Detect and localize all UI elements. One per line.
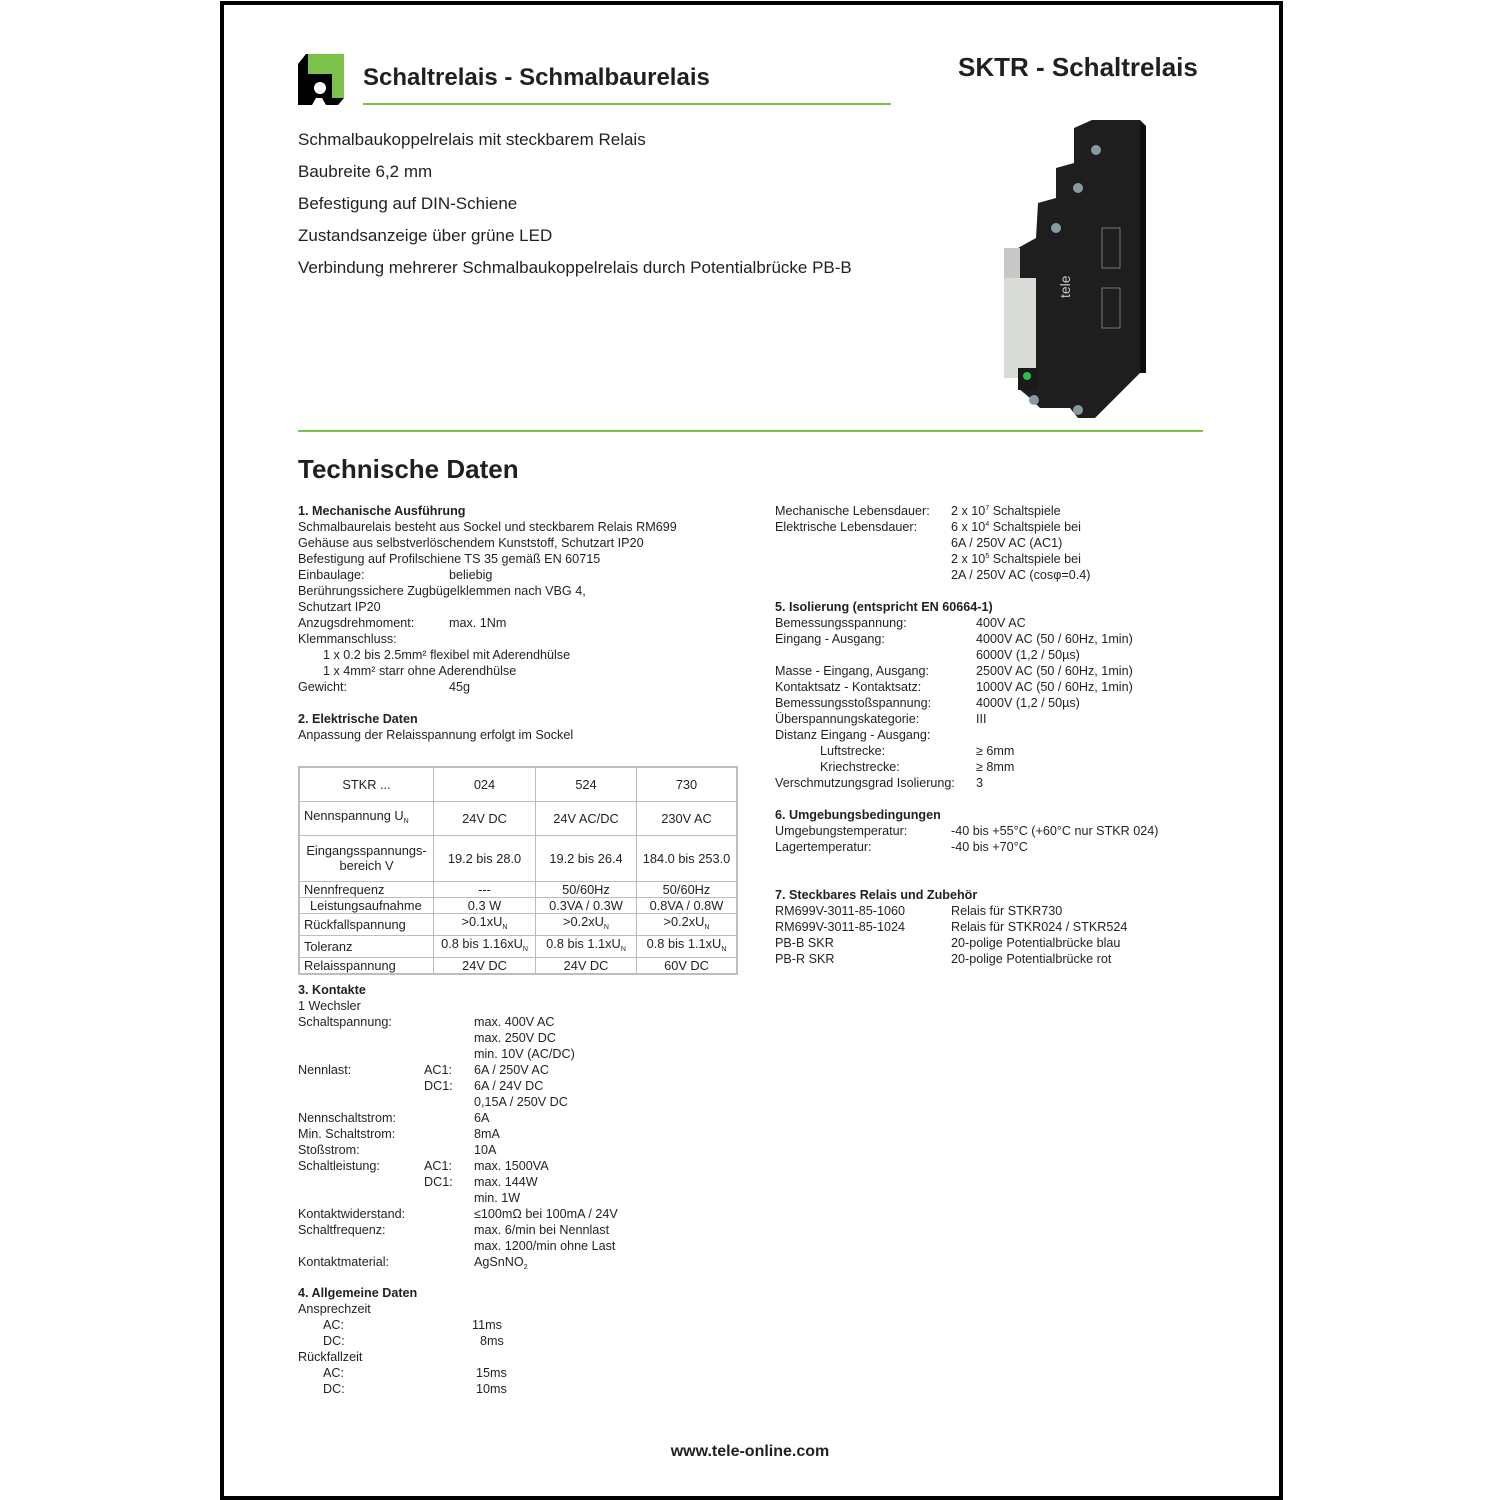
spec-label: Schaltleistung: [298, 1159, 380, 1173]
table-cell: 0.3 W [434, 897, 536, 913]
spec-label [298, 1030, 424, 1046]
spec-mode [424, 1190, 474, 1206]
spec-value: min. 1W [474, 1191, 521, 1205]
spec-label: Bemessungsstoßspannung: [775, 696, 932, 710]
row-label: Rückfallspannung [299, 913, 434, 935]
row-label: Nennfrequenz [299, 881, 434, 897]
spec-value: 6A / 250V AC (AC1) [951, 536, 1063, 550]
spec-label: Kontaktmaterial: [298, 1255, 389, 1269]
spec-value: 10A [474, 1143, 497, 1157]
spec-value: 15ms [476, 1366, 507, 1380]
title-underline [363, 103, 891, 105]
section-heading: 2. Elektrische Daten [298, 712, 418, 726]
section-heading: 7. Steckbares Relais und Zubehör [775, 888, 978, 902]
spec-value: beliebig [449, 568, 493, 582]
spec-value: III [976, 712, 987, 726]
spec-label: Überspannungskategorie: [775, 712, 920, 726]
spec-mode: AC1: [424, 1063, 452, 1077]
spec-value: 11ms [472, 1318, 502, 1332]
spec-label: Klemmanschluss: [298, 632, 397, 646]
table-cell: 230V AC [637, 801, 738, 835]
spec-label: Anzugsdrehmoment: [298, 616, 415, 630]
table-row [299, 801, 737, 835]
spec-value: 1 x 4mm² starr ohne Aderendhülse [323, 664, 517, 678]
table-row [299, 897, 737, 913]
table-cell: 0.8VA / 0.8W [637, 897, 738, 913]
section-heading: 6. Umgebungsbedingungen [775, 808, 941, 822]
spec-label [298, 1046, 424, 1062]
table-cell: 24V AC/DC [536, 801, 637, 835]
table-cell: 0.3VA / 0.3W [536, 897, 637, 913]
text-line: Schmalbaurelais besteht aus Sockel und steckbarem Relais RM699 [298, 520, 677, 534]
text-line: Gehäuse aus selbstverlöschendem Kunststoff, Schutzart IP20 [298, 536, 644, 550]
series-title: SKTR - Schaltrelais [958, 52, 1198, 82]
table-cell: 19.2 bis 26.4 [536, 835, 637, 881]
text-line: Schutzart IP20 [298, 600, 381, 614]
product-image [1000, 118, 1150, 418]
spec-label: Ansprechzeit [298, 1302, 371, 1316]
section-contacts [298, 982, 618, 1276]
spec-value: max. 1500VA [474, 1159, 549, 1173]
spec-value: 6A / 250V AC [474, 1063, 549, 1077]
spec-mode: DC1: [424, 1175, 453, 1189]
part-description: Relais für STKR730 [951, 904, 1063, 918]
spec-label: Luftstrecke: [820, 744, 886, 758]
spec-value: ≥ 6mm [976, 744, 1015, 758]
part-description: Relais für STKR024 / STKR524 [951, 920, 1128, 934]
spec-value: 8ms [480, 1334, 504, 1348]
spec-label: Kontaktsatz - Kontaktsatz: [775, 680, 922, 694]
spec-value: -40 bis +55°C (+60°C nur STKR 024) [951, 824, 1159, 838]
table-cell: 60V DC [637, 957, 738, 974]
spec-value: 6 x $10^4$ Schaltspiele bei [951, 520, 1081, 534]
part-number: PB-R SKR [775, 952, 835, 966]
feature-item: Zustandsanzeige über grüne LED [298, 226, 553, 245]
spec-value: 400V AC [976, 616, 1026, 630]
table-cell: --- [434, 881, 536, 897]
table-row [299, 913, 737, 935]
text-line: Berührungssichere Zugbügelklemmen nach VBG 4, [298, 584, 586, 598]
spec-label: Rückfallzeit [298, 1350, 363, 1364]
section-heading: 5. Isolierung (entspricht EN 60664-1) [775, 600, 993, 614]
svg-text:tele: tele [1057, 275, 1073, 298]
table-cell: $>0.1xU_N$ [434, 913, 536, 935]
spec-value: ≤100mΩ bei 100mA / 24V [474, 1207, 618, 1221]
table-cell: 184.0 bis 253.0 [637, 835, 738, 881]
table-row [299, 881, 737, 897]
spec-label: Lagertemperatur: [775, 840, 872, 854]
spec-label: Kriechstrecke: [820, 760, 900, 774]
table-row [299, 957, 737, 974]
table-header: 730 [637, 767, 738, 801]
text-line: 1 Wechsler [298, 999, 361, 1013]
spec-label: Schaltspannung: [298, 1015, 392, 1029]
part-number: PB-B SKR [775, 936, 834, 950]
part-description: 20-polige Potentialbrücke blau [951, 936, 1121, 950]
spec-value: 2A / 250V AC (cosφ=0.4) [951, 568, 1091, 582]
tele-logo-icon [298, 54, 344, 105]
spec-value: max. 400V AC [474, 1015, 555, 1029]
section-heading: 3. Kontakte [298, 983, 366, 997]
spec-value: 2500V AC (50 / 60Hz, 1min) [976, 664, 1133, 678]
spec-label: Bemessungsspannung: [775, 616, 907, 630]
spec-value: min. 10V (AC/DC) [474, 1047, 575, 1061]
spec-mode [424, 1222, 474, 1238]
spec-value: 45g [449, 680, 471, 694]
spec-label: AC: [323, 1318, 344, 1332]
spec-mode [424, 1030, 474, 1046]
table-header-row [299, 767, 737, 801]
spec-label: Min. Schaltstrom: [298, 1127, 396, 1141]
tech-data-title: Technische Daten [298, 454, 519, 484]
spec-label: Stoßstrom: [298, 1143, 360, 1157]
table-cell: 19.2 bis 28.0 [434, 835, 536, 881]
spec-value: 2 x $10^5$ Schaltspiele bei [951, 552, 1081, 566]
spec-label: Mechanische Lebensdauer: [775, 504, 930, 518]
spec-value: 4000V (1,2 / 50µs) [976, 696, 1080, 710]
spec-mode [424, 1206, 474, 1222]
page-title: Schaltrelais - Schmalbaurelais [363, 64, 710, 91]
table-cell: 24V DC [434, 957, 536, 974]
spec-label [298, 1190, 424, 1206]
spec-label: Gewicht: [298, 680, 347, 694]
feature-item: Schmalbaukoppelrelais mit steckbarem Relais [298, 130, 646, 149]
spec-value: 6A / 24V DC [474, 1079, 544, 1093]
row-label: Nennspannung $U_N$ [299, 801, 434, 835]
spec-value: max. 144W [474, 1175, 538, 1189]
spec-label: Kontaktwiderstand: [298, 1207, 406, 1221]
spec-mode [424, 1126, 474, 1142]
spec-value: -40 bis +70°C [951, 840, 1028, 854]
spec-label: DC: [323, 1334, 345, 1348]
spec-label: Nennschaltstrom: [298, 1111, 396, 1125]
table-row [299, 935, 737, 957]
spec-label: Elektrische Lebensdauer: [775, 520, 918, 534]
spec-value: 10ms [476, 1382, 507, 1396]
section-environment [775, 807, 1158, 855]
spec-value: 1000V AC (50 / 60Hz, 1min) [976, 680, 1133, 694]
spec-mode [424, 1094, 474, 1110]
spec-value: 8mA [474, 1127, 500, 1141]
spec-label [298, 1238, 424, 1254]
row-label: Relaisspannung [299, 957, 434, 974]
table-cell: 50/60Hz [536, 881, 637, 897]
feature-item: Verbindung mehrerer Schmalbaukoppelrelais durch Potentialbrücke PB-B [298, 258, 852, 277]
spec-label: Einbaulage: [298, 568, 365, 582]
spec-label: Verschmutzungsgrad Isolierung: [775, 776, 955, 790]
spec-label: Schaltfrequenz: [298, 1223, 386, 1237]
spec-value: 0,15A / 250V DC [474, 1095, 568, 1109]
spec-mode [424, 1046, 474, 1062]
spec-label: Umgebungstemperatur: [775, 824, 908, 838]
spec-label: AC: [323, 1366, 344, 1380]
table-cell: 24V DC [434, 801, 536, 835]
text-line: Anpassung der Relaisspannung erfolgt im Sockel [298, 728, 574, 742]
row-label: Eingangsspannungs-bereich V [299, 835, 434, 881]
table-cell: $>0.2xU_N$ [536, 913, 637, 935]
spec-value: 6000V (1,2 / 50µs) [976, 648, 1080, 662]
spec-label: Masse - Eingang, Ausgang: [775, 664, 930, 678]
part-number: RM699V-3011-85-1024 [775, 920, 905, 934]
spec-label: DC: [323, 1382, 345, 1396]
part-description: 20-polige Potentialbrücke rot [951, 952, 1112, 966]
spec-mode [424, 1110, 474, 1126]
spec-value: 6A [474, 1111, 490, 1125]
row-label: Toleranz [299, 935, 434, 957]
section-heading: 4. Allgemeine Daten [298, 1286, 418, 1300]
spec-mode: AC1: [424, 1159, 452, 1173]
spec-label [298, 1174, 424, 1190]
table-header: 524 [536, 767, 637, 801]
spec-label: Distanz Eingang - Ausgang: [775, 728, 931, 742]
spec-value: max. 1200/min ohne Last [474, 1239, 616, 1253]
spec-value: 3 [976, 776, 984, 790]
spec-value: AgSnNO$_2$ [474, 1255, 528, 1271]
part-number: RM699V-3011-85-1060 [775, 904, 905, 918]
section-divider [298, 430, 1203, 432]
section-accessories [775, 887, 1127, 967]
table-cell: 0.8 bis $1.1xU_N$ [536, 935, 637, 957]
row-label: Leistungsaufnahme [299, 897, 434, 913]
section-insulation [775, 599, 1133, 791]
text-line: Befestigung auf Profilschiene TS 35 gemäß EN 60715 [298, 552, 601, 566]
spec-value: max. 6/min bei Nennlast [474, 1223, 610, 1237]
spec-label [775, 647, 976, 663]
electrical-data-table [298, 766, 738, 975]
table-cell: 50/60Hz [637, 881, 738, 897]
table-row [299, 835, 737, 881]
table-header: 024 [434, 767, 536, 801]
spec-value: max. 250V DC [474, 1031, 556, 1045]
table-header: STKR ... [299, 767, 434, 801]
spec-mode [424, 1238, 474, 1254]
footer-url[interactable]: www.tele-online.com [670, 1443, 830, 1460]
feature-item: Befestigung auf DIN-Schiene [298, 194, 518, 213]
table-cell: 0.8 bis $1.1xU_N$ [637, 935, 738, 957]
table-cell: 24V DC [536, 957, 637, 974]
spec-label: Eingang - Ausgang: [775, 632, 885, 646]
spec-value: 2 x $10^7$ Schaltspiele [951, 504, 1061, 518]
spec-mode [424, 1014, 474, 1030]
section-electrical [298, 711, 573, 743]
section-general [298, 1285, 507, 1397]
table-cell: 0.8 bis $1.16xU_N$ [434, 935, 536, 957]
section-heading: 1. Mechanische Ausführung [298, 504, 466, 518]
spec-value: 1 x 0.2 bis 2.5mm² flexibel mit Aderendhülse [323, 648, 571, 662]
spec-mode [424, 1142, 474, 1158]
section-mechanical [298, 503, 677, 695]
feature-list [298, 124, 852, 284]
spec-value: max. 1Nm [449, 616, 507, 630]
spec-value: 4000V AC (50 / 60Hz, 1min) [976, 632, 1133, 646]
spec-label [298, 1078, 424, 1094]
spec-value: ≥ 8mm [976, 760, 1015, 774]
feature-item: Baubreite 6,2 mm [298, 162, 433, 181]
table-cell: $>0.2xU_N$ [637, 913, 738, 935]
spec-label: Nennlast: [298, 1063, 352, 1077]
spec-label [298, 1094, 424, 1110]
section-lifetime [775, 503, 1090, 583]
spec-mode: DC1: [424, 1079, 453, 1093]
